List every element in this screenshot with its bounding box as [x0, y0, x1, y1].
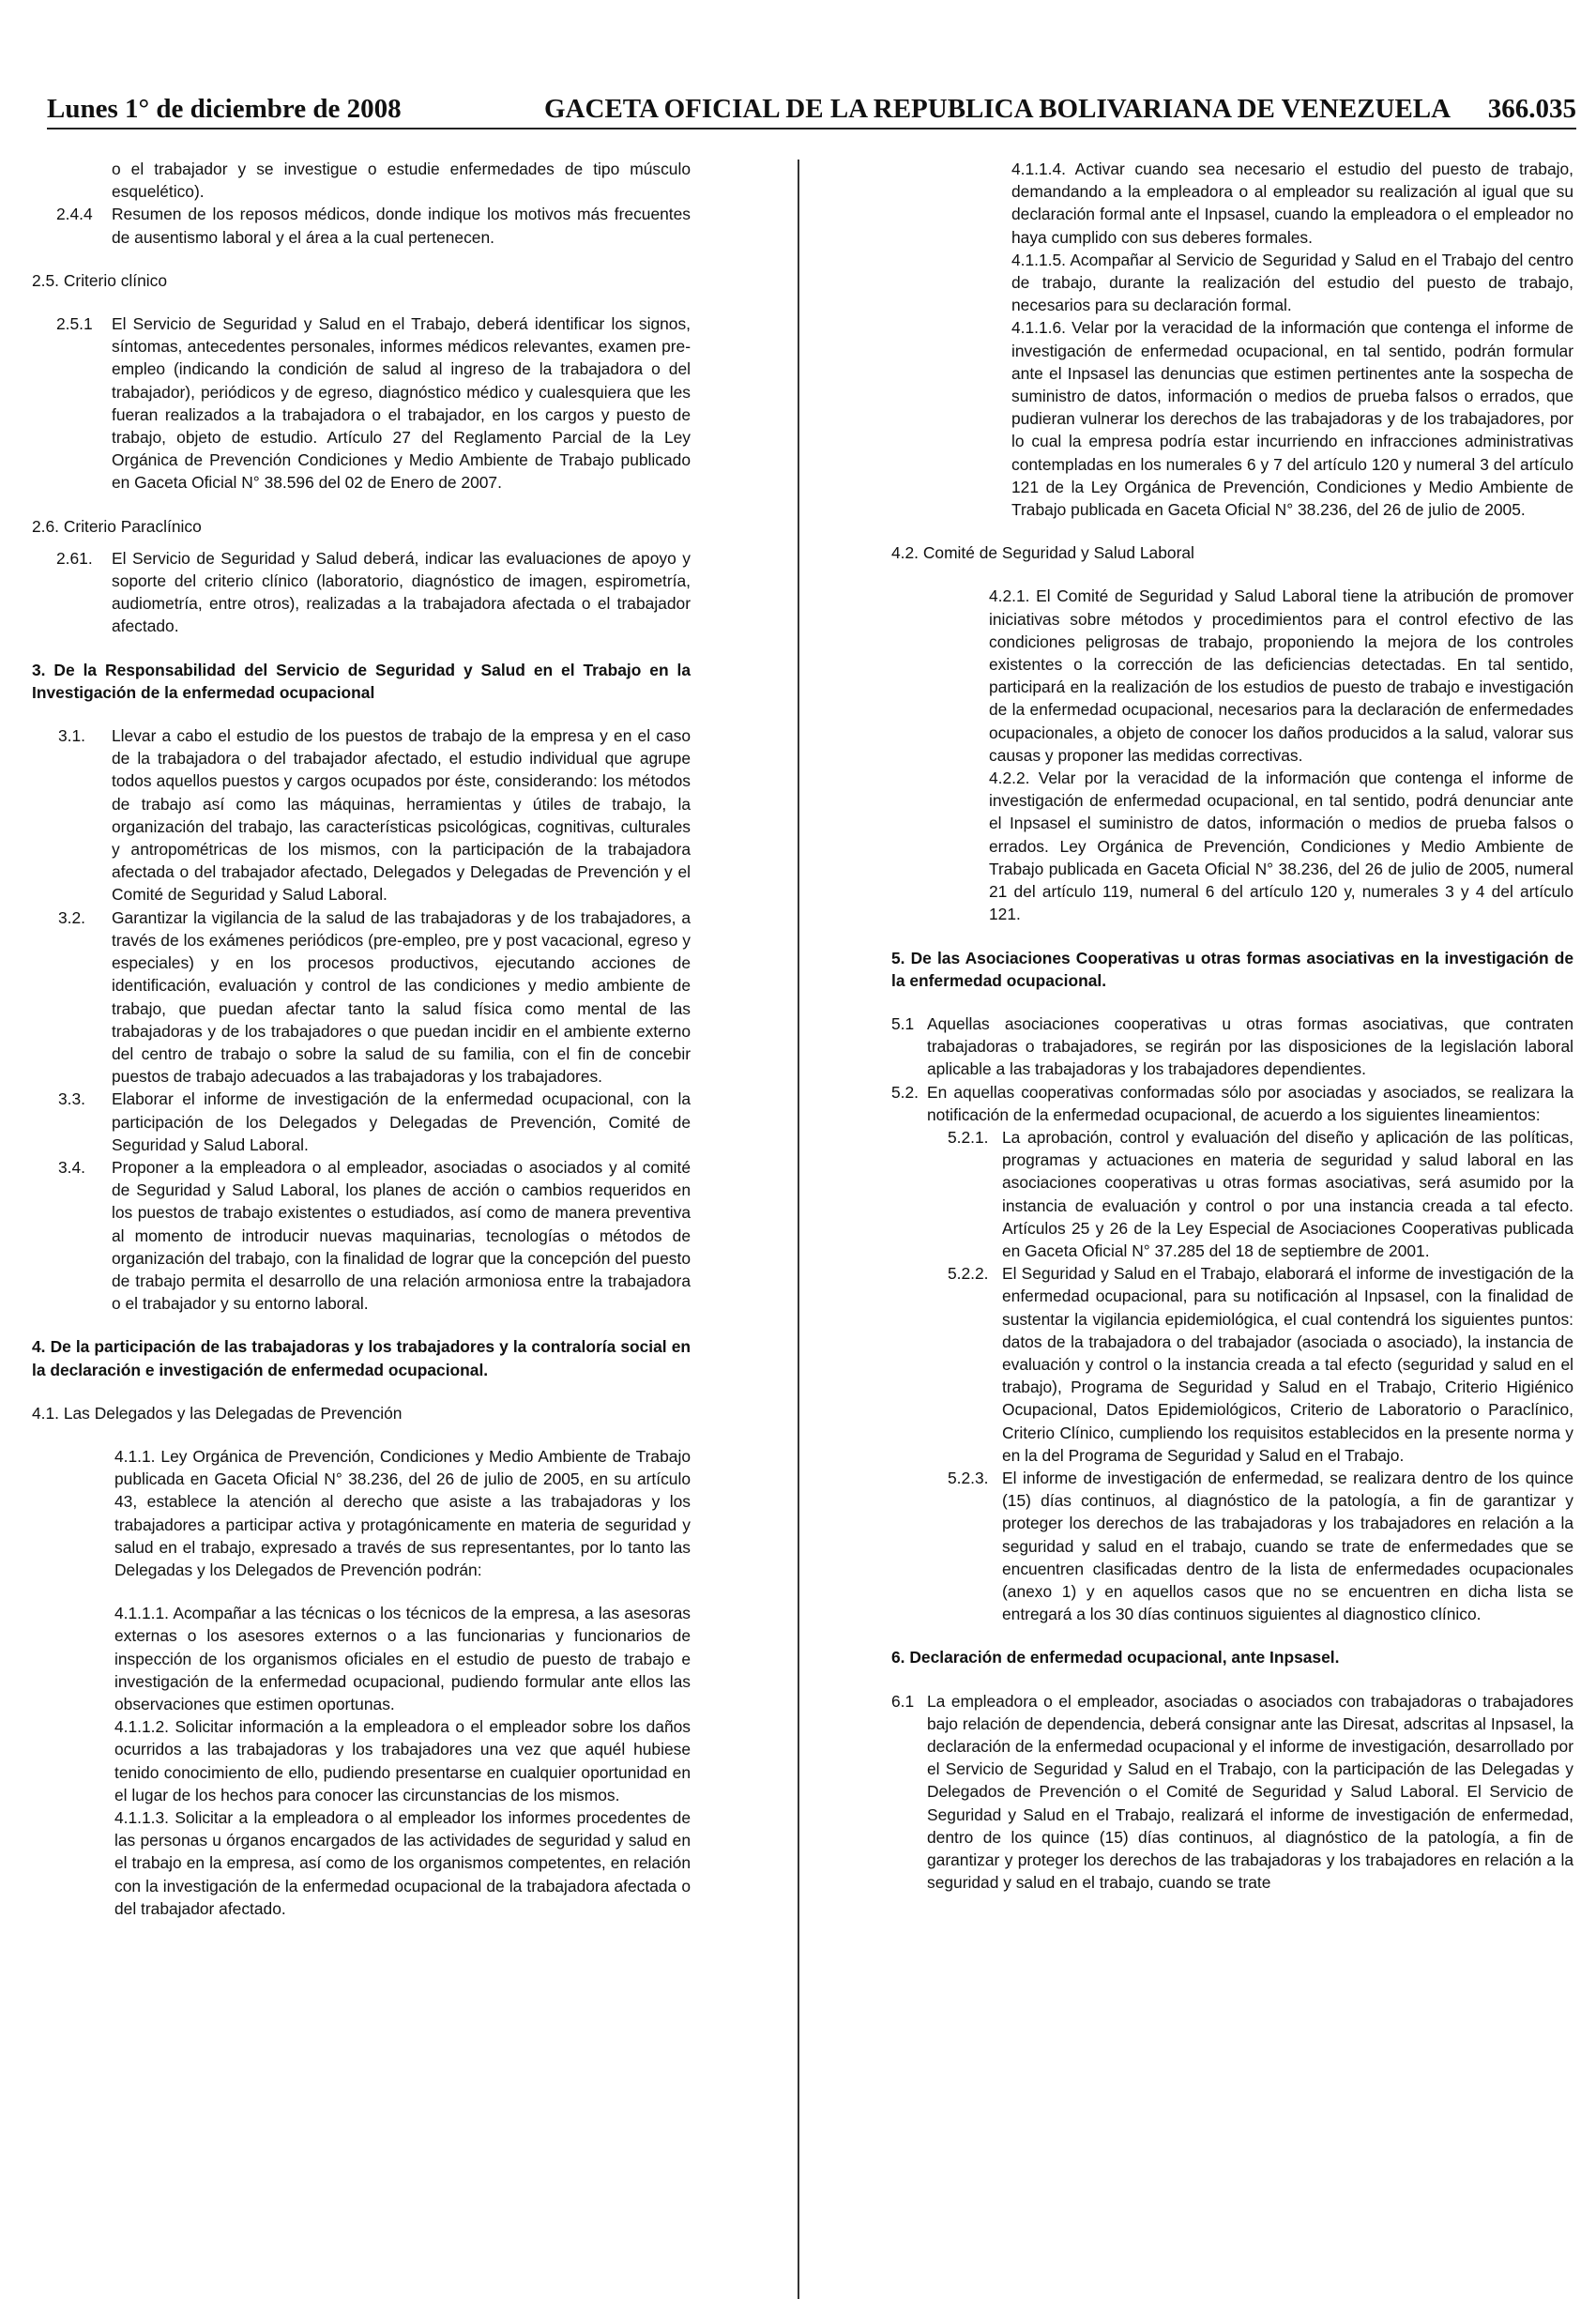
paragraph-4-1-1-3: 4.1.1.3. Solicitar a la empleadora o al empleador los informes procedentes de las personas u órganos encargados de las actividades de seguridad y salud en el trabajo en la empresa, así como de los organismos competentes, en relación con la investigación de la enfermedad ocupacional de la trabajadora afectada o del trabajador afectado. [114, 1808, 691, 1918]
section-4-1-title: 4.1. Las Delegados y las Delegadas de Prevención [32, 1403, 403, 1423]
paragraph-4-1-1-6: 4.1.1.6. Velar por la veracidad de la información que contenga el informe de investigación de enfermedad ocupacional, en tal sentido, podrán formular ante el Inpsasel las denuncias que estimen pertinentes ante la sospecha de suministro de datos, información o medios de prueba falsos o errados, que pudieran vulnerar los derechos de las trabajadoras y de los trabajadores, por lo cual la empresa podría estar incurriendo en infracciones administrativas contempladas en los numerales 6 y 7 del artículo 120 y numeral 3 del artículo 121 de la Ley Orgánica de Prevención, Condiciones y Medio Ambiente de Trabajo publicada en Gaceta Oficial N° 38.236, del 26 de julio de 2005. [1011, 318, 1573, 520]
paragraph-4-1-1-2: 4.1.1.2. Solicitar información a la empleadora o el empleador sobre los daños ocurridos a las trabajadoras y los trabajadores una vez que aquél hubiese tenido conocimiento de ello, pudiendo presentarse en cualquier oportunidad en el lugar de los hechos para conocer las circunstancias de los mismos. [114, 1717, 691, 1804]
section-6-heading: 6. Declaración de enfermedad ocupacional, ante Inpsasel. [891, 1648, 1340, 1667]
item-text: Llevar a cabo el estudio de los puestos de trabajo de la empresa y en el caso de la trabajadora o del trabajador afectado, el estudio individual que agrupe todos aquellos puestos y cargos ocupados por éste, considerando: los métodos de trabajo así como las máquinas, herramientas y útiles de trabajo, la organización del trabajo, las características psicológicas, cognitivas, culturales y antropométricas de los mismos, con la participación de la trabajadora afectada o del trabajador afectado, Delegados y Delegadas de Prevención y el Comité de Seguridad y Salud Laboral. [112, 726, 691, 905]
item-5-2 [891, 1081, 1573, 1126]
item-text: Elaborar el informe de investigación de la enfermedad ocupacional, con la participación de los Delegados y Delegadas de Prevención, Comité de Seguridad y Salud Laboral. [112, 1089, 691, 1154]
section-5-heading: 5. De las Asociaciones Cooperativas u otras formas asociativas en la investigación de la enfermedad ocupacional. [891, 948, 1573, 990]
section-4-2-title: 4.2. Comité de Seguridad y Salud Laboral [891, 543, 1194, 563]
item-text: La empleadora o el empleador, asociadas o asociados con trabajadoras o trabajadores bajo relación de dependencia, deberá consignar ante las Diresat, adscritas al Inpsasel, la declaración de la enfermedad ocupacional y el informe de investigación, desarrollado por el Servicio de Seguridad y Salud en el Trabajo, con la participación de las Delegadas y Delegados de Prevención o el Comité de Seguridad y Salud Laboral. El Servicio de Seguridad y Salud en el Trabajo, realizará el informe de investigación de enfermedad, dentro de los quince (15) días continuos, al diagnóstico de la patología, a fin de garantizar y proteger los derechos de las trabajadoras y los trabajadores en relación a la seguridad y salud en el trabajo, cuando se trate [927, 1691, 1573, 1893]
column-divider [798, 160, 799, 2299]
paragraph-4-1-1-1: 4.1.1.1. Acompañar a las técnicas o los técnicos de la empresa, a las asesoras externas o los asesores externos o a las funcionarias y funcionarios de inspección de los organismos oficiales en el estudio de puesto de trabajo e investigación de la enfermedad ocupacional, pudiendo formular ante ellos las observaciones que estimen oportunas. [114, 1604, 691, 1713]
item-number: 5.2. [891, 1082, 920, 1102]
paragraph-4-2-2: 4.2.2. Velar por la veracidad de la información que contenga el informe de investigación de enfermedad ocupacional, en tal sentido, podrá denunciar ante el Inpsasel el suministro de datos, información o medios de prueba falsos o errados. Ley Orgánica de Prevención, Condiciones y Medio Ambiente de Trabajo publicada en Gaceta Oficial N° 38.236, del 26 de julio de 2005, numeral 21 del artículo 119, numeral 6 del artículo 120 y, numerales 3 y 4 del artículo 121. [989, 769, 1573, 924]
item-2-6-1 [32, 547, 691, 638]
item-text: En aquellas cooperativas conformadas sólo por asociadas y asociados, se realizara la notificación de la enfermedad ocupacional, de acuerdo a los siguientes lineamientos: [927, 1082, 1573, 1124]
item-text: Proponer a la empleadora o al empleador, asociadas o asociados y al comité de Seguridad y Salud Laboral, los planes de acción o cambios requeridos en los puestos de trabajo existentes o estudiados, así como de manera preventiva al momento de introducir nuevas maquinarias, tecnologías o métodos de organización del trabajo, con la finalidad de lograr que la concepción del puesto de trabajo permita el desarrollo de una relación armoniosa entre la trabajadora o el trabajador y su entorno laboral. [112, 1157, 691, 1314]
item-text: El Seguridad y Salud en el Trabajo, elaborará el informe de investigación de la enfermedad ocupacional, para su notificación al Inpsasel, con la finalidad de sustentar la vigilancia epidemiológica, el cual contendrá los siguientes puntos: datos de la trabajadora o del trabajador (asociada o asociado), la instancia de evaluación y control o la instancia creada a tal efecto (seguridad y salud en el trabajo), Programa de Seguridad y Salud en el Trabajo, Criterio Higiénico Ocupacional, Datos Epidemiológicos, Criterio de Laboratorio o Paraclínico, Criterio Clínico, cumpliendo los requisitos establecidos en la presente norma y en la del Programa de Seguridad y Salud en el Trabajo. [1002, 1264, 1573, 1465]
header-rule [47, 128, 1576, 129]
publication-title: GACETA OFICIAL DE LA REPUBLICA BOLIVARIANA DE VENEZUELA [544, 94, 1452, 124]
item-3-4 [32, 1156, 691, 1315]
item-number: 3.2. [58, 907, 86, 927]
item-number: 2.4.4 [56, 205, 93, 224]
item-number: 5.2.3. [948, 1468, 989, 1487]
item-3-1 [32, 724, 691, 906]
item-text: Garantizar la vigilancia de la salud de las trabajadoras y de los trabajadores, a través de los exámenes periódicos (pre-empleo, pre y post vacacional, egreso y especiales) y en los procesos productivos, ejecutando acciones de identificación, evaluación y control de las condiciones y medio ambiente de trabajo, que puedan afectar tanto la salud física como mental de las trabajadoras y de los trabajadores o que puedan incidir en el ambiente externo del centro de trabajo o sobre la salud de su familia, con el fin de concebir puestos de trabajo adecuados a las trabajadoras y los trabajadores. [112, 907, 691, 1087]
item-text: Resumen de los reposos médicos, donde indique los motivos más frecuentes de ausentismo laboral y el área a la cual pertenecen. [112, 205, 691, 247]
page-number: 366.035 [1487, 94, 1576, 124]
paragraph-4-1-1-5: 4.1.1.5. Acompañar al Servicio de Seguridad y Salud en el Trabajo del centro de trabajo, durante la realización del estudio del puesto de trabajo, necesarios para su declaración formal. [1011, 250, 1573, 315]
item-2-4-4 [32, 203, 691, 248]
item-3-2 [32, 906, 691, 1089]
item-number: 3.1. [58, 726, 86, 746]
item-5-2-1 [903, 1126, 1573, 1262]
section-2-6-title: 2.6. Criterio Paraclínico [32, 516, 202, 536]
item-number: 3.4. [58, 1157, 86, 1177]
item-3-3 [32, 1088, 691, 1156]
paragraph-2-4-3-continued: o el trabajador y se investigue o estudie enfermedades de tipo músculo esquelético). [112, 160, 691, 202]
item-5-2-3 [903, 1467, 1573, 1625]
paragraph-4-1-1: 4.1.1. Ley Orgánica de Prevención, Condiciones y Medio Ambiente de Trabajo publicada en Gaceta Oficial N° 38.236, del 26 de julio de 2005, en su artículo 43, establece la atención al derecho que asiste a las trabajadoras y los trabajadores a participar activa y protagónicamente en materia de seguridad y salud en el trabajo, expresado a través de sus representantes, por lo tanto las Delegadas y los Delegados de Prevención podrán: [114, 1446, 691, 1579]
section-2-5-title: 2.5. Criterio clínico [32, 270, 168, 290]
right-column [891, 158, 1573, 1894]
item-number: 5.1 [891, 1013, 915, 1033]
item-number: 2.5.1 [56, 314, 93, 334]
item-text: El Servicio de Seguridad y Salud en el Trabajo, deberá identificar los signos, síntomas, antecedentes personales, informes médicos relevantes, examen pre-empleo (indicando la condición de salud al ingreso de la trabajadora o del trabajador), periódicos y de egreso, diagnóstico médico y cualesquiera que les fueran realizados a la trabajadora o el trabajador, en los cargos y puesto de trabajo, objeto de estudio. Artículo 27 del Reglamento Parcial de la Ley Orgánica de Prevención Condiciones y Medio Ambiente de Trabajo publicado en Gaceta Oficial N° 38.596 del 02 de Enero de 2007. [112, 314, 691, 493]
item-2-5-1 [32, 312, 691, 495]
item-number: 6.1 [891, 1691, 915, 1711]
item-5-1 [891, 1012, 1573, 1081]
page-header [47, 94, 1576, 131]
issue-date: Lunes 1° de diciembre de 2008 [47, 94, 402, 124]
item-text: El informe de investigación de enfermedad, se realizara dentro de los quince (15) días continuos, al diagnóstico de la patología, a fin de garantizar y proteger los derechos de las trabajadoras y los trabajadores en relación a la seguridad y salud en el trabajo, cuando se trate de enfermedades que se encuentren clasificadas dentro de la lista de enfermedades ocupacionales (anexo 1) y en aquellos casos que no se encuentren en dicha lista se entregará a los 30 días continuos siguientes al diagnostico clínico. [1002, 1468, 1573, 1624]
paragraph-4-1-1-4: 4.1.1.4. Activar cuando sea necesario el estudio del puesto de trabajo, demandando a la empleadora o al empleador su realización al igual que su declaración formal ante el Inpsasel, cuando la empleadora o el empleador no haya cumplido con sus deberes formales. [1011, 160, 1573, 247]
section-4-heading: 4. De la participación de las trabajadoras y los trabajadores y la contraloría social en la declaración e investigación de enfermedad ocupacional. [32, 1337, 691, 1379]
section-3-heading: 3. De la Responsabilidad del Servicio de Seguridad y Salud en el Trabajo en la Investigación de la enfermedad ocupacional [32, 660, 691, 702]
item-text: La aprobación, control y evaluación del diseño y aplicación de las políticas, programas y actuaciones en materia de seguridad y salud laboral en las asociaciones cooperativas u otras formas asociativas, será asumido por la instancia de evaluación y control o por una instancia creada a tal efecto. Artículos 25 y 26 de la Ley Especial de Asociaciones Cooperativas publicada en Gaceta Oficial N° 37.285 del 18 de septiembre de 2001. [1002, 1127, 1573, 1260]
item-6-1 [891, 1690, 1573, 1895]
left-column [32, 158, 691, 1920]
item-text: El Servicio de Seguridad y Salud deberá, indicar las evaluaciones de apoyo y soporte del criterio clínico (laboratorio, diagnóstico de imagen, espirometría, audiometría, entre otros), realizadas a la trabajadora afectada o el trabajador afectado. [112, 548, 691, 636]
item-text: Aquellas asociaciones cooperativas u otras formas asociativas, que contraten trabajadoras o trabajadores, se regirán por las disposiciones de la legislación laboral aplicable a las trabajadoras y los trabajadores dependientes. [927, 1013, 1573, 1079]
item-number: 2.61. [56, 548, 93, 568]
paragraph-4-2-1: 4.2.1. El Comité de Seguridad y Salud Laboral tiene la atribución de promover iniciativas sobre métodos y procedimientos para el control efectivo de las condiciones peligrosas de trabajo, proponiendo la mejora de los controles existentes o la corrección de las deficiencias detectadas. En tal sentido, participará en la realización de los estudios de puesto de trabajo e investigación de la enfermedad ocupacional, necesarios para la declaración de enfermedades ocupacionales, a objeto de conocer los daños producidos a la salud, valorar sus causas y proponer las medidas correctivas. [989, 586, 1573, 765]
item-number: 5.2.1. [948, 1127, 989, 1147]
item-number: 3.3. [58, 1089, 86, 1109]
item-5-2-2 [903, 1262, 1573, 1467]
item-number: 5.2.2. [948, 1264, 989, 1284]
